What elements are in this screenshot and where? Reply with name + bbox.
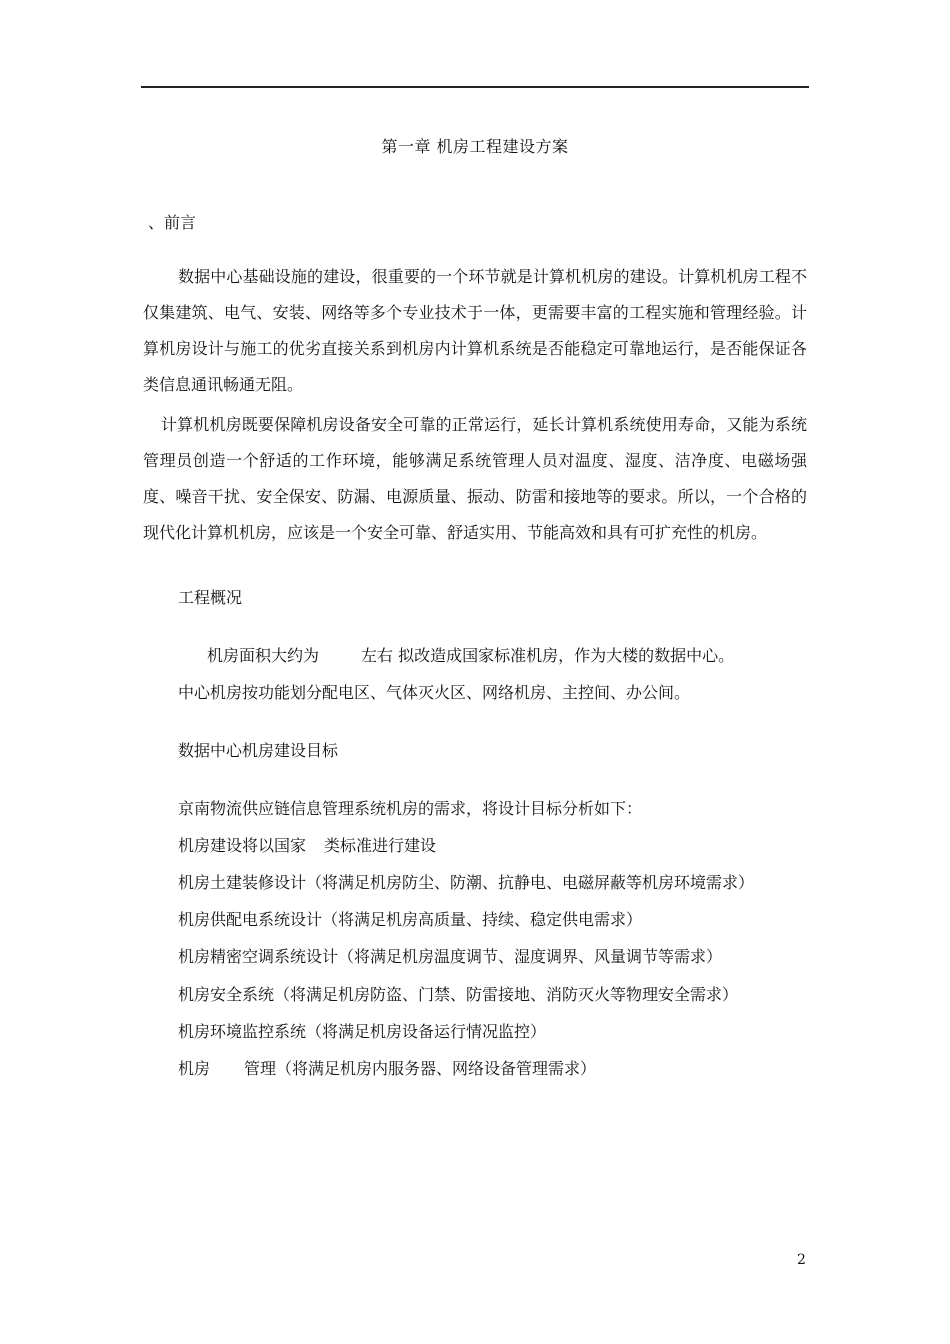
goal-item: 机房精密空调系统设计（将满足机房温度调节、湿度调界、风量调节等需求）	[178, 947, 723, 966]
chapter-title: 第一章 机房工程建设方案	[381, 137, 569, 156]
goal-standard-suffix: 类标准进行建设	[324, 836, 437, 855]
goal-item-standard	[178, 836, 436, 856]
section-heading-preface: 、前言	[148, 213, 197, 232]
overview-area-line	[207, 646, 734, 666]
goal-management-prefix: 机房	[178, 1059, 211, 1078]
section-heading-overview: 工程概况	[178, 588, 243, 607]
goals-intro: 京南物流供应链信息管理系统机房的需求，将设计目标分析如下：	[178, 799, 643, 818]
goal-management-suffix: 管理（将满足机房内服务器、网络设备管理需求）	[244, 1059, 597, 1078]
preface-paragraph: 数据中心基础设施的建设，很重要的一个环节就是计算机机房的建设。计算机机房工程不仅集建筑、电气、安装、网络等多个专业技术于一体，更需要丰富的工程实施和管理经验。计算机房设计与施工的优劣直接关系到机房内计算机系统是否能稳定可靠地运行，是否能保证各类信息通讯畅通无阻。	[143, 267, 807, 394]
preface-paragraph: 计算机机房既要保障机房设备安全可靠的正常运行，延长计算机系统使用寿命，又能为系统管理员创造一个舒适的工作环境，能够满足系统管理人员对温度、湿度、洁净度、电磁场强度、噪音干扰、安全保安、防漏、电源质量、振动、防雷和接地等的要求。所以，一个合格的现代化计算机机房，应该是一个安全可靠、舒适实用、节能高效和具有可扩充性的机房。	[143, 415, 807, 542]
goal-item: 机房安全系统（将满足机房防盗、门禁、防雷接地、消防灭火等物理安全需求）	[178, 985, 739, 1004]
goal-item: 机房土建装修设计（将满足机房防尘、防潮、抗静电、电磁屏蔽等机房环境需求）	[178, 873, 755, 892]
overview-area-suffix: 左右 拟改造成国家标准机房，作为大楼的数据中心。	[361, 646, 735, 665]
goal-item-management	[178, 1059, 596, 1079]
goal-item: 机房供配电系统设计（将满足机房高质量、持续、稳定供电需求）	[178, 910, 643, 929]
header-rule	[141, 86, 809, 88]
section-heading-goals: 数据中心机房建设目标	[178, 741, 339, 760]
page-number: 2	[797, 1252, 806, 1268]
goal-item: 机房环境监控系统（将满足机房设备运行情况监控）	[178, 1022, 547, 1041]
overview-area-prefix: 机房面积大约为	[207, 646, 320, 665]
goal-standard-prefix: 机房建设将以国家	[178, 836, 307, 855]
overview-zones-line: 中心机房按功能划分配电区、气体灭火区、网络机房、主控间、办公间。	[178, 683, 691, 702]
